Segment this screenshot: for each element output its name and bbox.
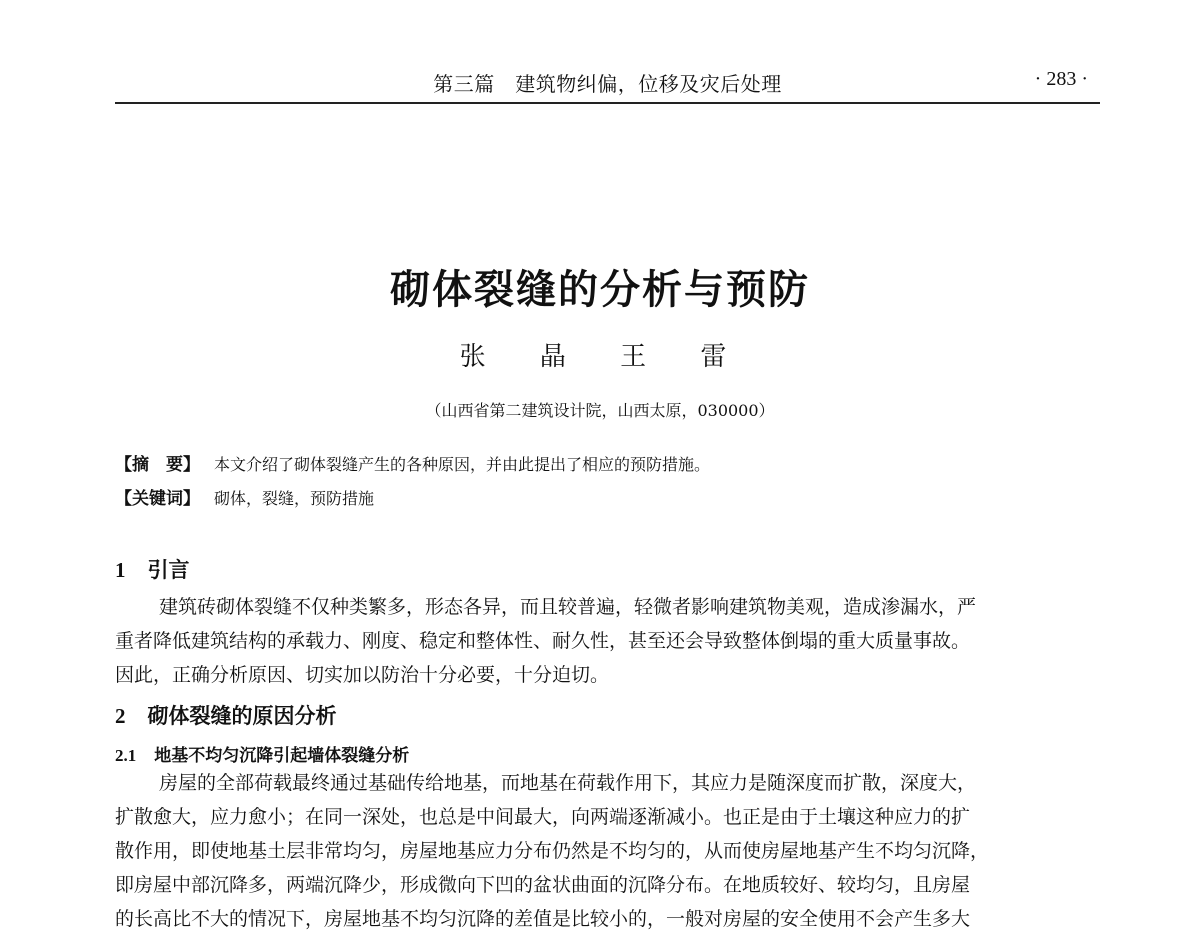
keywords-text: 砌体，裂缝，预防措施 [214, 489, 375, 508]
section-2-number: 2 [115, 704, 126, 728]
abstract-text: 本文介绍了砌体裂缝产生的各种原因，并由此提出了相应的预防措施。 [214, 455, 711, 474]
section-2-title: 砌体裂缝的原因分析 [147, 704, 337, 728]
keywords-label: 【关键词】 [115, 489, 200, 509]
section-2-1-title: 地基不均匀沉降引起墙体裂缝分析 [154, 746, 410, 766]
section-1-title: 引言 [147, 558, 190, 582]
section-2-1-heading [115, 741, 409, 766]
abstract [115, 450, 1100, 475]
section-1-number: 1 [115, 558, 126, 582]
keywords [115, 484, 1100, 509]
paragraph-line: 即房屋中部沉降多，两端沉降少，形成微向下凹的盆状曲面的沉降分布。在地质较好、较均匀，且房屋 [115, 874, 971, 896]
paragraph-line: 建筑砖砌体裂缝不仅种类繁多，形态各异，而且较普遍，轻微者影响建筑物美观，造成渗漏水，严 [159, 596, 977, 618]
paragraph-line: 的长高比不大的情况下，房屋地基不均匀沉降的差值是比较小的，一般对房屋的安全使用不会产生多大 [115, 908, 971, 930]
section-2-heading [115, 700, 337, 730]
section-1-heading [115, 554, 190, 584]
page-number: · 283 · [1034, 68, 1088, 90]
section-1-paragraph [115, 590, 1100, 692]
abstract-label: 【摘 要】 [115, 455, 200, 475]
running-header [115, 62, 1100, 104]
paragraph-line: 重者降低建筑结构的承载力、刚度、稳定和整体性、耐久性，甚至还会导致整体倒塌的重大质量事故。 [115, 630, 971, 652]
paragraph-line: 因此，正确分析原因、切实加以防治十分必要，十分迫切。 [115, 664, 610, 686]
section-2-1-paragraph [115, 766, 1100, 936]
article-affiliation: （山西省第二建筑设计院，山西太原，030000） [425, 401, 775, 420]
running-title: 第三篇 建筑物纠偏，位移及灾后处理 [433, 72, 782, 96]
paragraph-line: 房屋的全部荷载最终通过基础传给地基，而地基在荷载作用下，其应力是随深度而扩散，深度大， [159, 772, 977, 794]
paragraph-line: 散作用，即使地基土层非常均匀，房屋地基应力分布仍然是不均匀的，从而使房屋地基产生不均匀沉降， [115, 840, 990, 862]
section-2-1-number: 2.1 [115, 746, 137, 765]
article-title: 砌体裂缝的分析与预防 [390, 266, 810, 313]
article-authors: 张 晶 王 雷 [459, 342, 741, 372]
paragraph-line: 扩散愈大，应力愈小；在同一深处，也总是中间最大，向两端逐渐减小。也正是由于土壤这种应力的扩 [115, 806, 971, 828]
